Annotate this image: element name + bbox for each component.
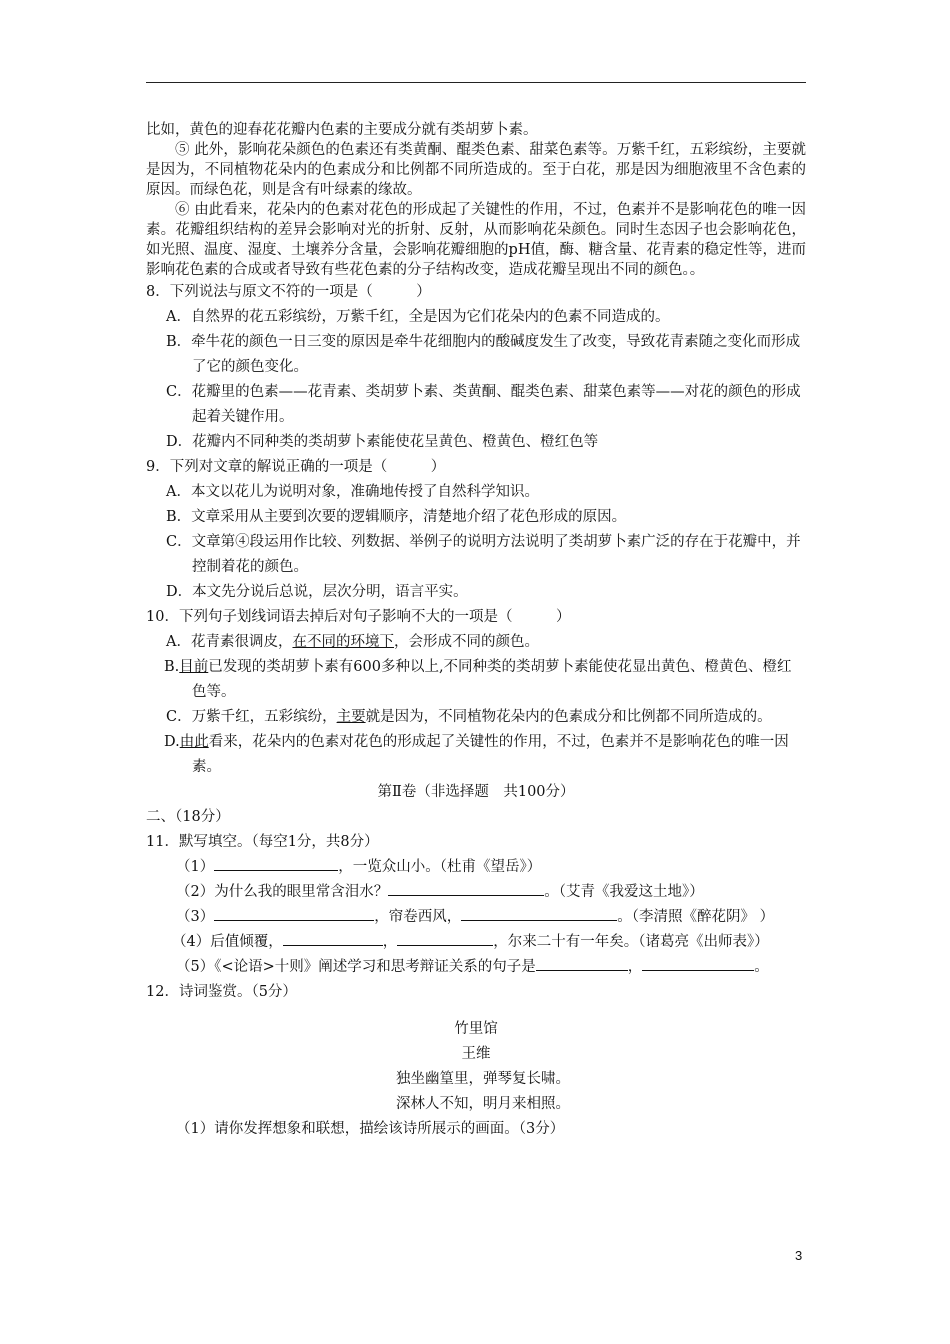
poem-line-1: 独坐幽篁里，弹琴复长啸。 [396,1071,570,1087]
part-2-heading: 二、（18分） [146,809,230,825]
page-number: 3 [795,1248,803,1263]
question-11-item-5: （5）《<论语>十则》阐述学习和思考辩证关系的句子是 ， 。 [146,955,806,980]
question-9-option-a: A．本文以花儿为说明对象，准确地传授了自然科学知识。 [166,484,539,500]
section-2-title: 第Ⅱ卷（非选择题 共100分） [377,784,575,800]
answer-blank[interactable] [214,856,338,871]
question-11-item-4: （4）后值倾覆， ， ，尔来二十有一年矣。（诸葛亮《出师表》） [146,930,806,955]
answer-blank[interactable] [461,906,617,921]
question-11-stem: 11．默写填空。（每空1分，共8分） [146,834,379,850]
answer-blank[interactable] [214,906,374,921]
passage-intro: 比如，黄色的迎春花花瓣内色素的主要成分就有类胡萝卜素。 [146,122,538,138]
question-9-option-d: D．本文先分说后总说，层次分明，语言平实。 [166,584,468,600]
question-8-option-c: C．花瓣里的色素——花青素、类胡萝卜素、类黄酮、醌类色素、甜菜色素等——对花的颜色的形成起着关键作用。 [166,384,801,425]
question-8-option-a: A．自然界的花五彩缤纷，万紫千红，全是因为它们花朵内的色素不同造成的。 [166,309,670,325]
question-10-option-c: C．万紫千红，五彩缤纷，主要就是因为，不同植物花朵内的色素成分和比例都不同所造成的。 [166,709,772,725]
passage-paragraph-6: ⑥ 由此看来，花朵内的色素对花色的形成起了关键性的作用，不过，色素并不是影响花色的唯一因素。花瓣组织结构的差异会影响对光的折射、反射，从而影响花朵颜色。同时生态因子也会影响花色，如光照、温度、湿度、土壤养分含量，会影响花瓣细胞的pH值，酶、糖含量、花青素的稳定性等，进而影响花色素的合成或者导致有些花色素的分子结构改变，造成花瓣呈现出不同的颜色。。 [146,202,806,278]
answer-blank[interactable] [388,881,544,896]
question-8-option-b: B．牵牛花的颜色一日三变的原因是牵牛花细胞内的酸碱度发生了改变，导致花青素随之变化而形成了它的颜色变化。 [166,334,801,375]
question-9-stem: 9．下列对文章的解说正确的一项是（ ） [146,459,446,475]
exam-page [146,120,806,1142]
header-rule [146,82,806,83]
passage-paragraph-5: ⑤ 此外，影响花朵颜色的色素还有类黄酮、醌类色素、甜菜色素等。万紫千红，五彩缤纷，主要就是因为，不同植物花朵内的色素成分和比例都不同所造成的。至于白花，那是因为细胞液里不含色素的原因。而绿色花，则是含有叶绿素的缘故。 [146,142,806,198]
underlined-phrase: 在不同的环境下 [292,634,394,650]
underlined-phrase: 主要 [336,709,366,725]
question-8-stem: 8．下列说法与原文不符的一项是（ ） [146,284,431,300]
question-10-option-a: A．花青素很调皮，在不同的环境下，会形成不同的颜色。 [166,634,539,650]
question-12-sub-1: （1）请你发挥想象和联想，描绘该诗所展示的画面。（3分） [176,1121,565,1137]
underlined-phrase: 目前 [179,659,209,675]
question-11-item-3: （3） ，帘卷西风， 。（李清照《醉花阴》 ） [146,905,806,930]
question-9-option-b: B．文章采用从主要到次要的逻辑顺序，清楚地介绍了花色形成的原因。 [166,509,627,525]
question-10-stem: 10．下列句子划线词语去掉后对句子影响不大的一项是（ ） [146,609,571,625]
answer-blank[interactable] [283,931,383,946]
question-11-item-1: （1） ，一览众山小。（杜甫《望岳》） [146,855,806,880]
question-8-option-d: D．花瓣内不同种类的类胡萝卜素能使花呈黄色、橙黄色、橙红色等 [166,434,599,450]
answer-blank[interactable] [536,956,628,971]
question-12-stem: 12．诗词鉴赏。（5分） [146,984,297,1000]
answer-blank[interactable] [397,931,493,946]
underlined-phrase: 由此 [179,734,209,750]
question-9-option-c: C．文章第④段运用作比较、列数据、举例子的说明方法说明了类胡萝卜素广泛的存在于花瓣中，并控制着花的颜色。 [166,534,801,575]
answer-blank[interactable] [642,956,754,971]
poem-title: 竹里馆 [454,1021,498,1037]
question-10-option-d: D.由此看来，花朵内的色素对花色的形成起了关键性的作用，不过，色素并不是影响花色的唯一因素。 [164,734,789,775]
poem-author: 王维 [461,1046,491,1062]
question-10-option-b: B.目前已发现的类胡萝卜素有600多种以上,不同种类的类胡萝卜素能使花显出黄色、橙黄色、橙红色等。 [164,659,792,700]
question-11-item-2: （2）为什么我的眼里常含泪水？ 。（艾青《我爱这土地》） [146,880,806,905]
poem-line-2: 深林人不知，明月来相照。 [396,1096,570,1112]
